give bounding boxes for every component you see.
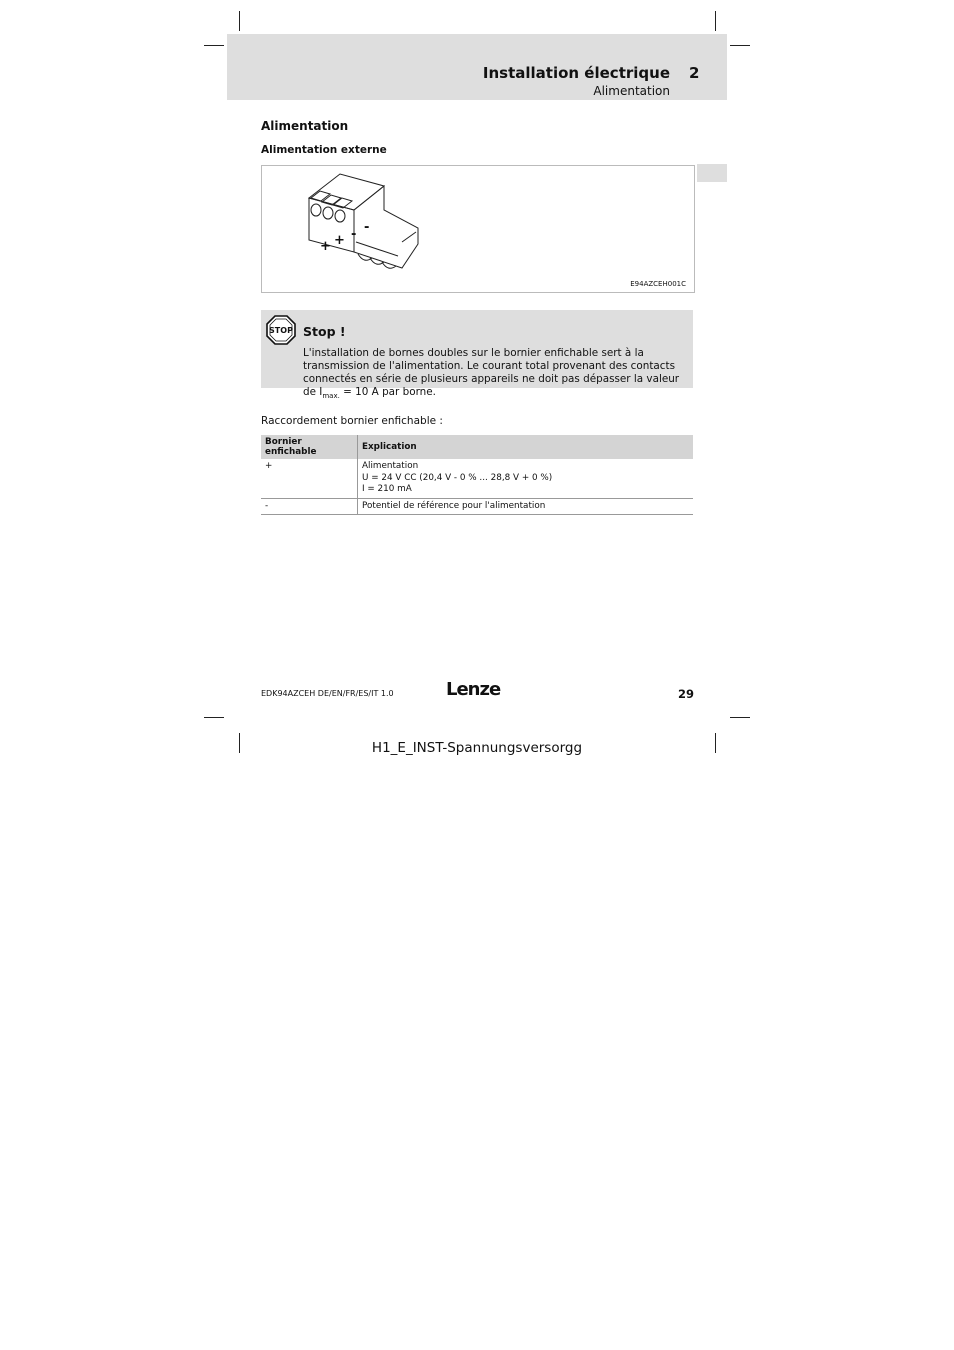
terminal-label: - (364, 220, 370, 235)
footer-doc-id: EDK94AZCEH DE/EN/FR/ES/IT 1.0 (261, 689, 394, 698)
lenze-logo: Lenze (446, 679, 501, 700)
explanation-cell: Alimentation U = 24 V CC (20,4 V - 0 % ... 28,8 V + 0 %) I = 210 mA (358, 459, 694, 498)
crop-mark (204, 45, 224, 46)
crop-mark (730, 717, 750, 718)
stop-text: L'installation de bornes doubles sur le bornier enfichable sert à la transmission de l'alimentation. Le courant total provenant des contacts connectés en série de plusieurs appareils ne doit pas dépasser la valeur de $I_{max.} = 10$ A par borne. (303, 347, 680, 401)
crop-mark (715, 11, 716, 31)
crop-mark (730, 45, 750, 46)
table-row (261, 498, 693, 515)
terminal-cell: + (261, 459, 358, 498)
section-title: Alimentation (261, 119, 349, 133)
chapter-subtitle: Alimentation (593, 84, 670, 98)
connector-figure (261, 165, 695, 293)
explanation-cell: Potentiel de référence pour l'alimentation (358, 498, 694, 515)
svg-text:STOP: STOP (269, 326, 293, 335)
terminal-label: + (320, 239, 331, 254)
terminal-label: - (351, 227, 357, 242)
stop-notice (261, 310, 693, 401)
file-slug: H1_E_INST-Spannungsversorgg (371, 740, 583, 756)
crop-mark (239, 11, 240, 31)
table-intro: Raccordement bornier enfichable : (261, 415, 443, 427)
connection-table (261, 435, 693, 515)
table-header-row (261, 435, 693, 459)
terminal-label: + (334, 233, 345, 248)
table-row (261, 459, 693, 498)
subsection-title: Alimentation externe (261, 144, 387, 156)
chapter-side-tab (697, 164, 727, 182)
crop-mark (204, 717, 224, 718)
chapter-title: Installation électrique (482, 64, 670, 82)
column-header: Explication (358, 435, 694, 459)
figure-id: E94AZCEH001C (630, 280, 686, 288)
page-number: 29 (678, 687, 695, 701)
stop-sign-icon (266, 315, 296, 345)
plug-connector-illustration (306, 168, 426, 280)
stop-title: Stop ! (303, 324, 346, 339)
terminal-cell: - (261, 498, 358, 515)
chapter-number: 2 (689, 64, 700, 82)
column-header: Bornier enfichable (261, 435, 358, 459)
